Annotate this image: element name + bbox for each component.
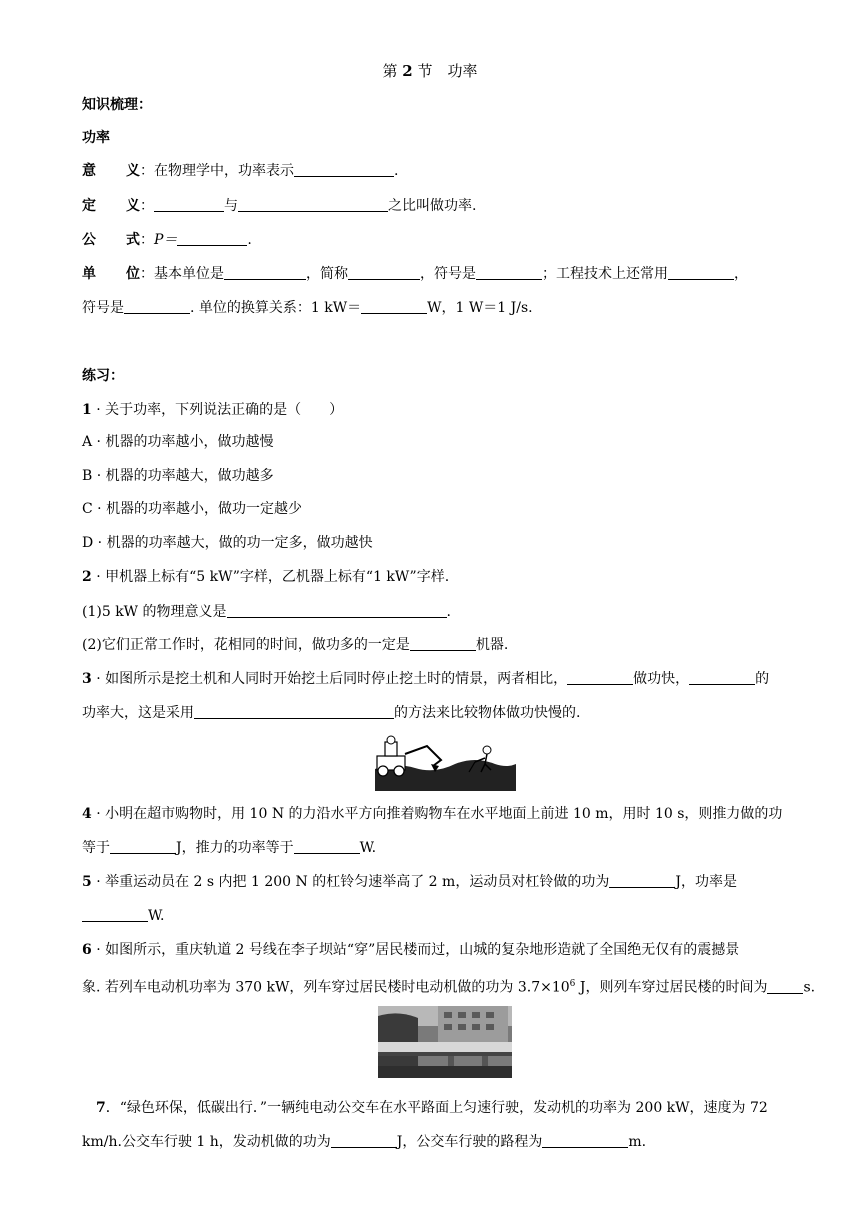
page-title: 第 2 节 功率: [382, 62, 478, 80]
q4-line-1: 4 · 小明在超市购物时，用 10 N 的力沿水平方向推着购物车在水平地面上前进 10 m，用时 10 s，则推力做的功: [82, 806, 783, 822]
q5-line-2: W.: [82, 906, 808, 926]
knowledge-heading: 知识梳理：: [82, 97, 152, 113]
q2-part2: (2)它们正常工作时，花相同的时间，做功多的一定是 机器.: [82, 637, 509, 653]
q2-stem: 2 · 甲机器上标有“5 kW”字样，乙机器上标有“1 kW”字样.: [82, 569, 450, 585]
q1-option-a: A · 机器的功率越小，做功越慢: [82, 434, 274, 450]
railway-photo: [378, 1006, 512, 1078]
formula-line: 公 式：P＝ .: [82, 232, 252, 248]
q1-option-d: D · 机器的功率越大，做的功一定多，做功越快: [82, 535, 373, 551]
unit-line-1: 单 位：基本单位是 ，简称 ，符号是 ；工程技术上还常用 ，: [82, 266, 748, 282]
q2-part1: (1)5 kW 的物理意义是 .: [82, 604, 451, 620]
definition-blank-2: [238, 197, 388, 212]
q6-line-2: 象. 若列车电动机功率为 370 kW，列车穿过居民楼时电动机做的功为 $3.7\times 10^6$ J，则列车穿过居民楼的时间为 s.: [82, 979, 816, 996]
q1-option-b: B · 机器的功率越大，做功越多: [82, 468, 274, 484]
meaning-blank: [294, 162, 394, 177]
q1-option-c: C · 机器的功率越小，做功一定越少: [82, 501, 303, 517]
meaning-line: 意 义：在物理学中，功率表示 .: [82, 163, 399, 179]
knowledge-topic: 功率: [82, 130, 110, 146]
q7-line-2: km/h.公交车行驶 1 h，发动机做的功为 J，公交车行驶的路程为 m.: [82, 1134, 647, 1150]
definition-line: 定 义： 与 之比叫做功率.: [82, 198, 477, 214]
q7-line-1: 7．“绿色环保，低碳出行．”一辆纯电动公交车在水平路面上匀速行驶，发动机的功率为 200 kW，速度为 72: [96, 1100, 768, 1116]
formula-blank: [177, 231, 247, 246]
q3-line-2: 功率大，这是采用 的方法来比较物体做功快慢的.: [82, 705, 581, 721]
definition-blank-1: [154, 197, 224, 212]
q5-line-1: 5 · 举重运动员在 2 s 内把 1 200 N 的杠铃匀速举高了 2 m，运动员对杠铃做的功为 J，功率是: [82, 874, 737, 890]
q6-line-1: 6 · 如图所示，重庆轨道 2 号线在李子坝站“穿”居民楼而过，山城的复杂地形造就了全国绝无仅有的震撼景: [82, 942, 740, 958]
excavator-figure: [375, 734, 516, 791]
unit-line-2: 符号是 . 单位的换算关系：1 kW＝ W，1 W＝1 J/s.: [82, 300, 533, 316]
practice-heading: 练习：: [82, 368, 124, 384]
q3-line-1: 3 · 如图所示是挖土机和人同时开始挖土后同时停止挖土时的情景，两者相比， 做功快， 的: [82, 671, 770, 687]
q1-stem: 1 · 关于功率，下列说法正确的是（ ）: [82, 402, 344, 418]
q4-line-2: 等于 J，推力的功率等于 W.: [82, 840, 377, 856]
